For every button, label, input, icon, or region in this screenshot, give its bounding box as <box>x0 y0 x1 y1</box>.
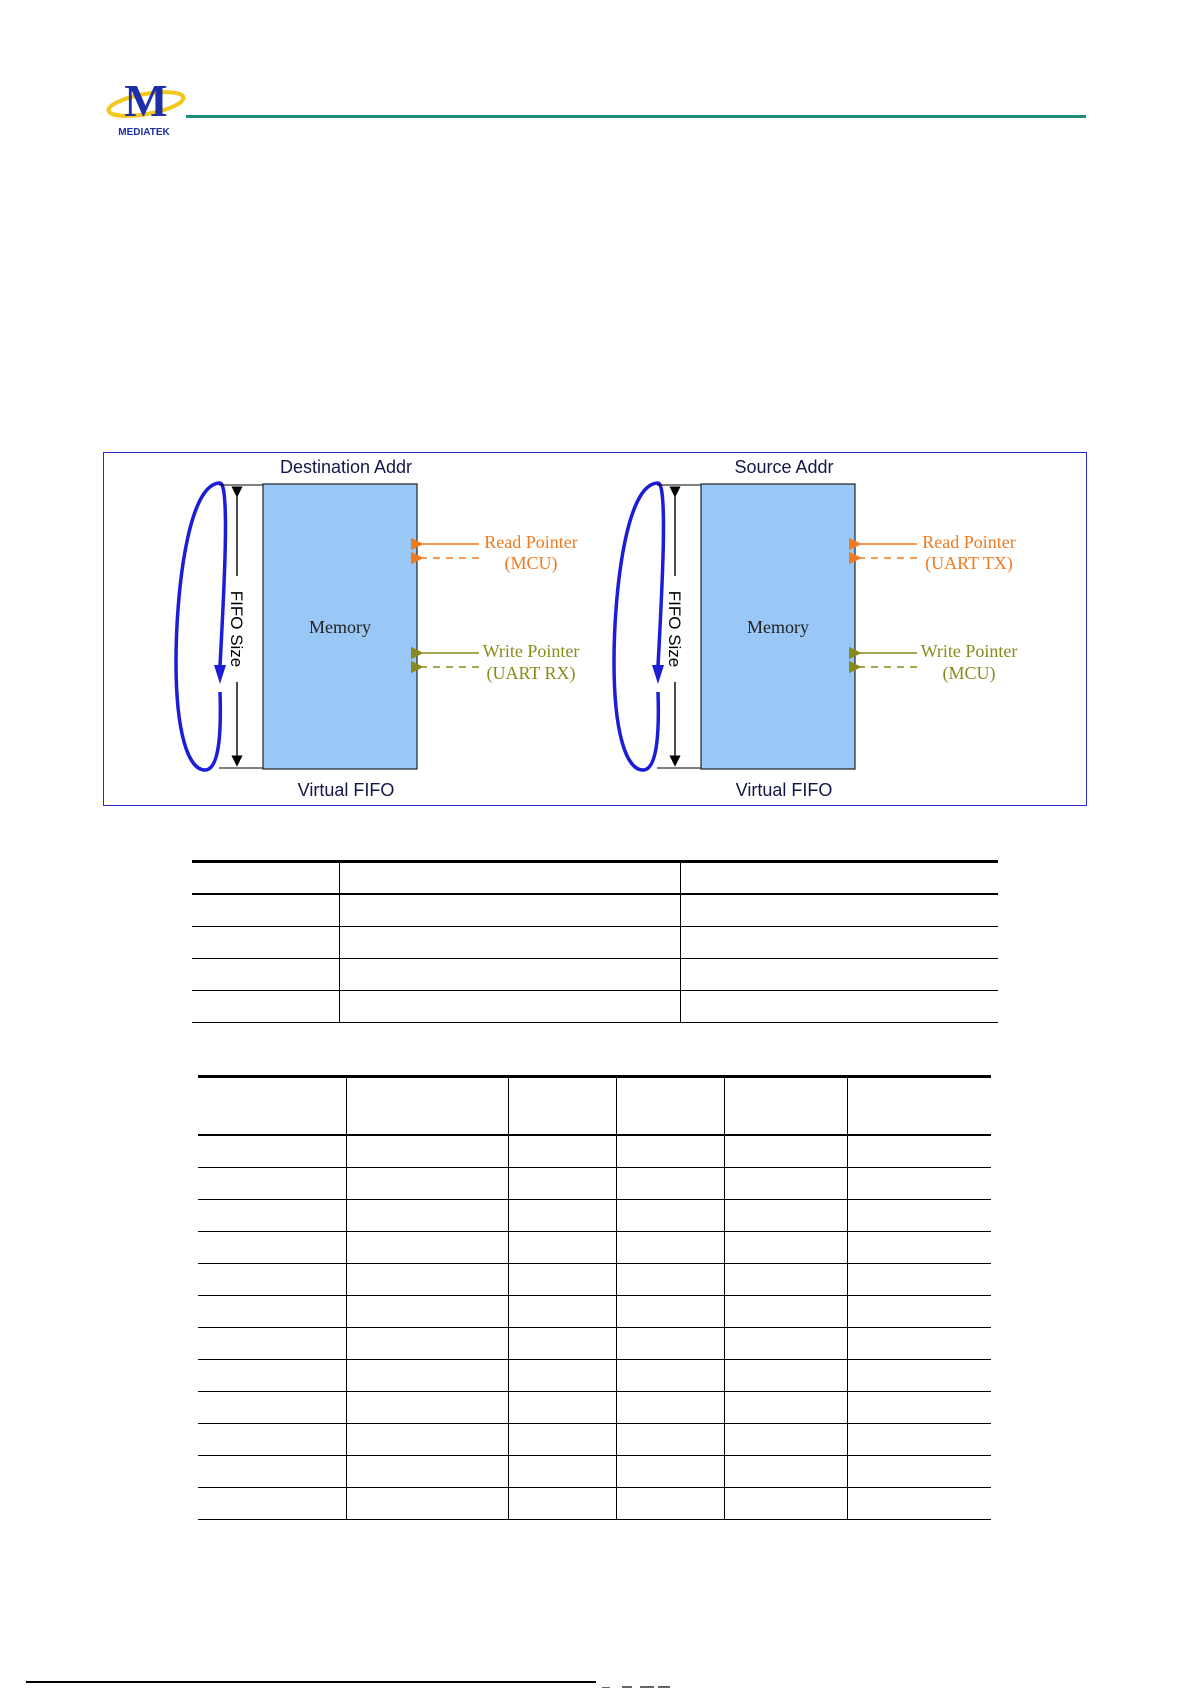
table-cell <box>847 1168 991 1200</box>
table-cell <box>508 1296 616 1328</box>
table-cell <box>847 1328 991 1360</box>
table-cell <box>847 1232 991 1264</box>
footer-rule <box>26 1681 596 1683</box>
left-fifo-size-label: FIFO Size <box>227 590 246 668</box>
table-cell <box>616 1456 724 1488</box>
table-cell <box>339 959 680 991</box>
table-cell <box>724 1296 847 1328</box>
table-cell <box>616 1392 724 1424</box>
destination-addr-label: Destination Addr <box>279 457 413 477</box>
table-header-cell <box>346 1077 508 1136</box>
table-cell <box>616 1264 724 1296</box>
right-fifo-size-label: FIFO Size <box>665 590 684 668</box>
table-row <box>198 1232 991 1264</box>
table-cell <box>198 1296 346 1328</box>
left-write-pointer-label: Write Pointer <box>482 641 580 661</box>
virtual-fifo-diagram <box>103 452 1087 806</box>
diagram-frame <box>104 453 1087 806</box>
table-header-cell <box>616 1077 724 1136</box>
table-cell <box>724 1264 847 1296</box>
table-row <box>198 1392 991 1424</box>
table-row <box>198 1296 991 1328</box>
table-header-cell <box>192 862 339 895</box>
left-read-pointer-label: Read Pointer <box>484 532 578 552</box>
table-row <box>198 1200 991 1232</box>
right-write-pointer-owner: (MCU) <box>942 663 996 683</box>
table-cell <box>847 1456 991 1488</box>
table-cell <box>346 1296 508 1328</box>
table-cell <box>198 1360 346 1392</box>
table-cell <box>508 1232 616 1264</box>
table-cell <box>198 1456 346 1488</box>
table-cell <box>198 1328 346 1360</box>
left-read-pointer-owner: (MCU) <box>504 553 558 573</box>
footer-marks <box>600 1678 720 1685</box>
table-cell <box>508 1168 616 1200</box>
table-row <box>198 1328 991 1360</box>
table-cell <box>616 1424 724 1456</box>
left-write-pointer-owner: (UART RX) <box>486 663 576 683</box>
left-memory-label: Memory <box>309 617 371 637</box>
table-cell <box>616 1328 724 1360</box>
table-cell <box>346 1264 508 1296</box>
table-cell <box>346 1135 508 1168</box>
table-cell <box>680 959 998 991</box>
table-cell <box>847 1392 991 1424</box>
table-row <box>198 1360 991 1392</box>
table-cell <box>346 1392 508 1424</box>
table-cell <box>847 1360 991 1392</box>
table-cell <box>724 1168 847 1200</box>
table-cell <box>508 1328 616 1360</box>
table-cell <box>847 1296 991 1328</box>
table-header-cell <box>847 1077 991 1136</box>
table-cell <box>346 1232 508 1264</box>
table-row <box>198 1424 991 1456</box>
table-cell <box>198 1232 346 1264</box>
right-write-pointer-label: Write Pointer <box>920 641 1018 661</box>
table-cell <box>724 1456 847 1488</box>
table-cell <box>847 1488 991 1520</box>
table-cell <box>198 1424 346 1456</box>
table-cell <box>508 1360 616 1392</box>
table-cell <box>198 1392 346 1424</box>
table-header-cell <box>680 862 998 895</box>
table-cell <box>724 1488 847 1520</box>
table-row <box>198 1135 991 1168</box>
table-row <box>198 1456 991 1488</box>
table-cell <box>724 1135 847 1168</box>
table-cell <box>847 1424 991 1456</box>
table-cell <box>616 1296 724 1328</box>
table-cell <box>724 1200 847 1232</box>
table-cell <box>346 1424 508 1456</box>
table-cell <box>346 1168 508 1200</box>
table-cell <box>508 1456 616 1488</box>
table-header-cell <box>508 1077 616 1136</box>
right-read-pointer-label: Read Pointer <box>922 532 1016 552</box>
table-cell <box>346 1456 508 1488</box>
table-cell <box>680 927 998 959</box>
table-cell <box>198 1488 346 1520</box>
table-cell <box>198 1200 346 1232</box>
source-addr-label: Source Addr <box>734 457 834 477</box>
logo-wordmark: MEDIATEK <box>118 127 170 138</box>
table-cell <box>192 894 339 927</box>
table-cell <box>616 1168 724 1200</box>
table-cell <box>724 1328 847 1360</box>
table-cell <box>508 1424 616 1456</box>
table-cell <box>346 1488 508 1520</box>
table-cell <box>616 1360 724 1392</box>
table-cell <box>724 1392 847 1424</box>
table-cell <box>346 1328 508 1360</box>
table-cell <box>616 1232 724 1264</box>
table-cell <box>724 1360 847 1392</box>
table-cell <box>724 1424 847 1456</box>
table-header-cell <box>724 1077 847 1136</box>
register-table-2 <box>198 1075 991 1520</box>
table-cell <box>847 1135 991 1168</box>
table-cell <box>339 894 680 927</box>
table-cell <box>198 1168 346 1200</box>
table-row <box>192 991 998 1023</box>
table-cell <box>192 991 339 1023</box>
table-cell <box>192 959 339 991</box>
table-cell <box>508 1488 616 1520</box>
table-header-cell <box>198 1077 346 1136</box>
table-cell <box>508 1392 616 1424</box>
table-cell <box>847 1200 991 1232</box>
table-cell <box>346 1360 508 1392</box>
right-memory-label: Memory <box>747 617 809 637</box>
right-virtual-fifo-label: Virtual FIFO <box>735 780 833 800</box>
table-cell <box>198 1264 346 1296</box>
table-row <box>192 927 998 959</box>
table-cell <box>680 894 998 927</box>
table-cell <box>192 927 339 959</box>
table-cell <box>346 1200 508 1232</box>
table-cell <box>508 1200 616 1232</box>
table-cell <box>616 1488 724 1520</box>
table-cell <box>616 1200 724 1232</box>
table-row <box>198 1168 991 1200</box>
table-header-row <box>192 862 998 895</box>
header-rule <box>186 115 1086 118</box>
right-read-pointer-owner: (UART TX) <box>925 553 1013 573</box>
table-cell <box>724 1232 847 1264</box>
table-cell <box>198 1135 346 1168</box>
table-header-cell <box>339 862 680 895</box>
table-row <box>198 1488 991 1520</box>
left-virtual-fifo-label: Virtual FIFO <box>297 780 395 800</box>
table-cell <box>508 1135 616 1168</box>
table-cell <box>680 991 998 1023</box>
mediatek-logo <box>104 74 188 138</box>
table-cell <box>616 1135 724 1168</box>
table-row <box>192 894 998 927</box>
table-cell <box>339 927 680 959</box>
logo-letter: M <box>124 75 168 126</box>
table-cell <box>339 991 680 1023</box>
table-cell <box>508 1264 616 1296</box>
register-table-1 <box>192 860 998 1023</box>
table-header-row <box>198 1077 991 1136</box>
table-cell <box>847 1264 991 1296</box>
table-row <box>198 1264 991 1296</box>
table-row <box>192 959 998 991</box>
